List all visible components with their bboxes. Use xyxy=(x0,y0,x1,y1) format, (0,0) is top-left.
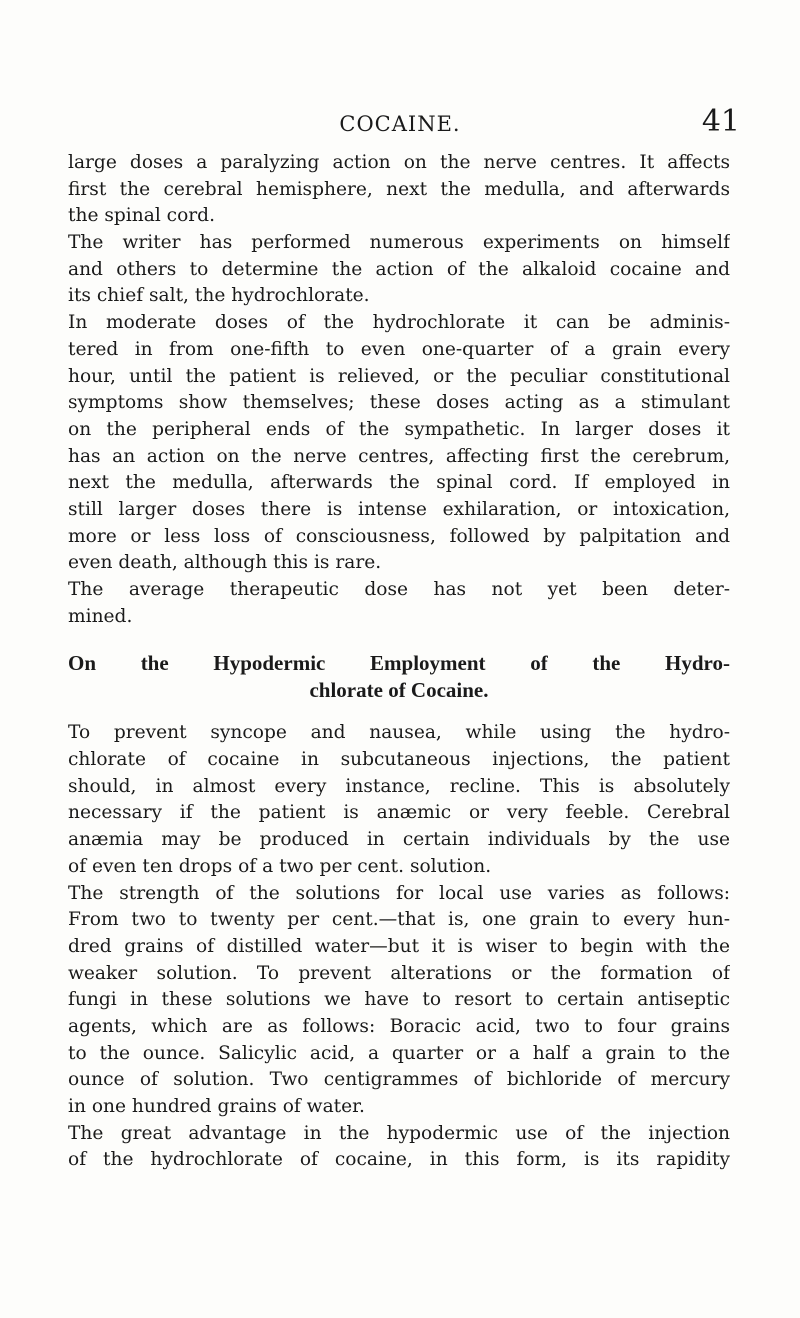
page-number: 41 xyxy=(701,104,740,139)
text-line: on the peripheral ends of the sympathetic. In larger doses it xyxy=(68,418,730,440)
text-line: The average therapeutic dose has not yet been deter- xyxy=(68,579,730,600)
text-line: fungi in these solutions we have to resort to certain antiseptic xyxy=(68,989,730,1011)
text-line: To prevent syncope and nausea, while using the hydro- xyxy=(68,722,730,744)
text-line: tered in from one-fifth to even one-quarter of a grain every xyxy=(68,338,730,360)
text-line: of even ten drops of a two per cent. solution. xyxy=(68,855,492,877)
text-line: and others to determine the action of the alkaloid cocaine and xyxy=(68,258,730,280)
text-line: first the cerebral hemisphere, next the medulla, and afterwards xyxy=(68,178,730,200)
text-line: necessary if the patient is anæmic or very feeble. Cerebral xyxy=(68,802,730,824)
text-line: in one hundred grains of water. xyxy=(68,1096,365,1117)
text-line: its chief salt, the hydrochlorate. xyxy=(68,285,370,307)
text-line: weaker solution. To prevent alterations or the formation of xyxy=(68,962,730,984)
text-line: From two to twenty per cent.—that is, one grain to every hun- xyxy=(68,909,730,931)
text-line: chlorate of cocaine in subcutaneous injections, the patient xyxy=(68,749,730,771)
text-line: to the ounce. Salicylic acid, a quarter or a half a grain to the xyxy=(68,1042,730,1064)
text-line: large doses a paralyzing action on the nerve centres. It affects xyxy=(68,152,730,173)
text-line: next the medulla, afterwards the spinal cord. If employed in xyxy=(68,472,730,494)
text-line: still larger doses there is intense exhilaration, or intoxication, xyxy=(68,498,730,520)
paragraph-5 xyxy=(68,720,730,880)
text-line: of the hydrochlorate of cocaine, in this form, is its rapidity xyxy=(68,1149,730,1171)
running-head xyxy=(60,104,740,138)
paragraph-6 xyxy=(68,881,730,1121)
text-line: In moderate doses of the hydrochlorate it can be adminis- xyxy=(68,312,730,334)
text-line: more or less loss of consciousness, followed by palpitation and xyxy=(68,525,730,547)
text-line: The writer has performed numerous experiments on himself xyxy=(68,232,730,254)
paragraph-2 xyxy=(68,230,730,310)
text-line: hour, until the patient is relieved, or the peculiar constitutional xyxy=(68,365,730,387)
paragraph-1 xyxy=(68,150,730,230)
text-line: The great advantage in the hypodermic use of the injection xyxy=(68,1122,730,1144)
text-line: anæmia may be produced in certain individuals by the use xyxy=(68,829,730,851)
text-line: the spinal cord. xyxy=(68,205,215,227)
paragraph-7 xyxy=(68,1121,730,1174)
text-line: ounce of solution. Two centigrammes of bichloride of mercury xyxy=(68,1069,730,1091)
section-heading xyxy=(68,650,730,704)
text-line: dred grains of distilled water—but it is wiser to begin with the xyxy=(68,935,730,957)
paragraph-3 xyxy=(68,310,730,577)
section-heading-line: chlorate of Cocaine. xyxy=(309,678,489,703)
text-line: has an action on the nerve centres, affecting first the cerebrum, xyxy=(68,445,730,467)
text-line: should, in almost every instance, recline. This is absolutely xyxy=(68,775,730,797)
section-heading-line: On the Hypodermic Employment of the Hydro- xyxy=(68,651,730,676)
text-line: mined. xyxy=(68,605,133,627)
text-line: The strength of the solutions for local use varies as follows: xyxy=(68,882,730,904)
body-text xyxy=(68,150,730,1174)
text-line: agents, which are as follows: Boracic acid, two to four grains xyxy=(68,1015,730,1037)
running-title: COCAINE. xyxy=(339,112,461,136)
text-line: even death, although this is rare. xyxy=(68,552,382,574)
paragraph-4 xyxy=(68,577,730,630)
text-line: symptoms show themselves; these doses acting as a stimulant xyxy=(68,392,730,414)
